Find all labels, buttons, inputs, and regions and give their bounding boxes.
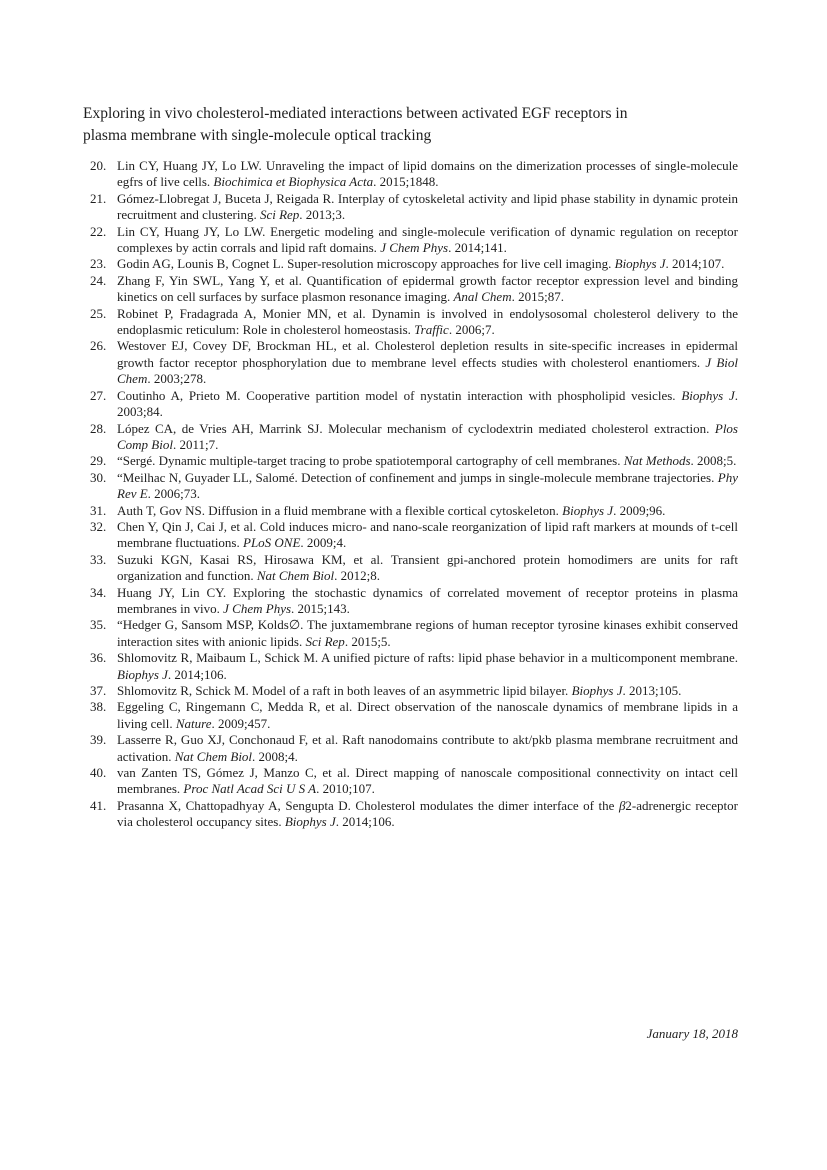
reference-journal: Plos Comp Biol [117,420,738,452]
reference-citation-text: . 2009;4. [300,535,347,551]
reference-item [83,224,738,257]
reference-journal: J Chem Phys [380,240,449,256]
reference-text [117,306,738,339]
reference-citation-text: Shlomovitz R, Schick M. Model of a raft in both leaves of an asymmetric lipid bilayer. [117,683,572,698]
reference-number: 23. [90,256,107,272]
reference-citation-text: Westover EJ, Covey DF, Brockman HL, et al. Cholesterol depletion results in site-specific increases in epidermal growth factor receptor phosphorylation due to membrane level effects studies with cholesterol enantiomers. [117,338,738,370]
reference-text [117,191,738,224]
reference-item [83,699,738,732]
reference-text [117,585,738,618]
reference-journal: Nat Chem Biol [174,748,253,764]
reference-citation-text: . 2003;84. [117,387,738,420]
reference-text [117,699,738,732]
reference-journal: Biophys J [614,256,666,272]
reference-number: 41. [90,797,107,813]
reference-number: 22. [90,223,107,239]
reference-citation-text: “Hedger G, Sansom MSP, Kolds∅. The juxtamembrane regions of human receptor tyrosine kinases exhibit conserved interaction sites with anionic lipids. [117,617,738,649]
reference-text [117,798,738,831]
reference-text [117,224,738,257]
reference-item [83,388,738,421]
reference-item [83,273,738,306]
reference-item [83,191,738,224]
reference-item [83,421,738,454]
reference-item [83,338,738,387]
reference-item [83,617,738,650]
reference-journal: Nat Chem Biol [256,568,335,584]
reference-item [83,503,738,519]
reference-number: 36. [90,650,107,666]
reference-number: 29. [90,453,107,469]
reference-journal: Biophys J [562,502,614,518]
reference-item [83,519,738,552]
reference-citation-text: . 2015;5. [344,633,391,649]
reference-citation-text: van Zanten TS, Gómez J, Manzo C, et al. Direct mapping of nanoscale compositional connectivity on intact cell membranes. [117,765,738,797]
reference-journal: Biophys J [681,387,735,403]
reference-number: 30. [90,469,107,485]
reference-number: 20. [90,158,107,173]
reference-journal: Biophys J [571,683,623,698]
reference-number: 25. [90,305,107,321]
reference-citation-text: Gómez-Llobregat J, Buceta J, Reigada R. Interplay of cytoskeletal activity and lipid phase stability in dynamic protein recruitment and clustering. [117,190,738,223]
reference-citation-text: . 2014;106. [335,814,395,830]
reference-item [83,798,738,831]
reference-citation-text: . 2010;107. [316,781,375,797]
reference-citation-text: “Meilhac N, Guyader LL, Salomé. Detection of confinement and jumps in single-molecule membrane trajectories. [117,469,718,485]
reference-citation-text: “Sergé. Dynamic multiple-target tracing to probe spatiotemporal cartography of cell membranes. [117,453,624,469]
reference-citation-text: Auth T, Gov NS. Diffusion in a fluid membrane with a flexible cortical cytoskeleton. [117,502,563,518]
reference-citation-text: . 2003;278. [147,371,207,387]
reference-citation-text: . 2011;7. [172,436,219,452]
reference-citation-text: . 2015;143. [291,600,350,616]
reference-text [117,158,738,191]
reference-item [83,650,738,683]
reference-number: 37. [90,683,107,698]
reference-journal: Biophys J [284,814,336,830]
reference-journal: Traffic [414,322,449,338]
reference-journal: Sci Rep [305,633,345,649]
reference-citation-text: . 2008;4. [252,748,298,764]
reference-citation-text: . 2014;141. [448,240,507,256]
reference-citation-text: Lin CY, Huang JY, Lo LW. Unraveling the impact of lipid domains on the dimerization processes of single-molecule egfrs of live cells. [117,158,738,190]
reference-journal: Nat Methods [623,453,691,469]
reference-citation-text: Prasanna X, Chattopadhyay A, Sengupta D. Cholesterol modulates the dimer interface of the [117,797,619,813]
reference-journal: Proc Natl Acad Sci U S A [183,781,317,797]
reference-text [117,273,738,306]
reference-text [117,338,738,387]
reference-number: 26. [90,338,107,354]
reference-item [83,732,738,765]
reference-text [117,256,738,272]
reference-number: 35. [90,617,107,633]
reference-number: 31. [90,502,107,518]
paper-title-line-1: Exploring in vivo cholesterol-mediated interactions between activated EGF receptors in [83,105,628,123]
reference-journal: Anal Chem [453,289,512,305]
reference-citation-text: Robinet P, Fradagrada A, Monier MN, et al. Dynamin is involved in endolysosomal cholesterol delivery to the endoplasmic reticulum: Role in cholesterol homeostasis. [117,305,738,338]
reference-number: 34. [90,584,107,600]
reference-text [117,765,738,798]
reference-citation-text: . 2013;105. [622,683,682,698]
reference-citation-text: Shlomovitz R, Maibaum L, Schick M. A unified picture of rafts: lipid phase behavior in a multicomponent membrane. [117,650,738,666]
reference-citation-text: Suzuki KGN, Kasai RS, Hirosawa KM, et al. Transient gpi-anchored protein homodimers are units for raft organization and function. [117,551,738,584]
reference-text [117,650,738,683]
reference-journal: PLoS ONE [243,535,301,551]
reference-citation-text: Godin AG, Lounis B, Cognet L. Super-resolution microscopy approaches for live cell imaging. [117,256,615,272]
reference-journal: Biochimica et Biophysica Acta [213,174,374,190]
reference-citation-text: . 2015;87. [511,289,564,305]
reference-text [117,732,738,765]
reference-citation-text: Eggeling C, Ringemann C, Medda R, et al. Direct observation of the nanoscale dynamics of membrane lipids in a living cell. [117,699,738,731]
reference-text [117,470,738,503]
reference-citation-text: Lin CY, Huang JY, Lo LW. Energetic modeling and single-molecule verification of dynamic regulation on receptor complexes by actin corrals and lipid raft domains. [117,223,738,256]
reference-text [117,617,738,650]
reference-list [83,158,738,831]
reference-journal: J Chem Phys [223,600,292,616]
reference-citation-text: . 2009;96. [613,502,666,518]
reference-number: 40. [90,765,107,781]
reference-citation-text: . 2009;457. [211,715,271,731]
reference-item [83,585,738,618]
reference-number: 28. [90,420,107,436]
reference-citation-text: Lasserre R, Guo XJ, Conchonaud F, et al. Raft nanodomains contribute to akt/pkb plasma membrane recruitment and activation. [117,732,738,764]
reference-citation-text: . 2015;1848. [373,174,439,190]
reference-number: 33. [90,551,107,567]
reference-citation-text: . 2006;73. [147,486,201,502]
reference-number: 27. [90,387,107,403]
reference-citation-text: Chen Y, Qin J, Cai J, et al. Cold induces micro- and nano-scale reorganization of lipid raft markers at mounds of t-cell membrane fluctuations. [117,518,738,551]
reference-citation-text: López CA, de Vries AH, Marrink SJ. Molecular mechanism of cyclodextrin mediated cholesterol extraction. [117,420,715,436]
reference-item [83,765,738,798]
reference-journal: Biophys J [117,666,168,682]
reference-citation-text: . 2012;8. [334,568,380,584]
reference-journal: J Biol Chem [117,354,739,387]
reference-item [83,552,738,585]
reference-journal: Sci Rep [259,207,300,223]
reference-citation-text: 2-adrenergic receptor via cholesterol occupancy sites. [117,797,738,830]
reference-text [117,503,738,519]
reference-text [117,388,738,421]
reference-item [83,158,738,191]
reference-number: 24. [90,272,107,288]
reference-citation-text: . 2008;5. [690,453,737,469]
reference-item [83,453,738,469]
footer-date: January 18, 2018 [646,1026,738,1041]
reference-text [117,552,738,585]
reference-journal: Nature [175,715,212,731]
paper-title-line-2: plasma membrane with single-molecule optical tracking [83,127,432,145]
reference-text [117,421,738,454]
reference-item [83,306,738,339]
reference-citation-text: Huang JY, Lin CY. Exploring the stochastic dynamics of correlated movement of receptor proteins in plasma membranes in vivo. [117,584,738,616]
reference-number: 32. [90,518,107,534]
reference-number: 38. [90,699,107,715]
reference-journal: β [618,797,626,813]
paper-title [83,103,783,147]
reference-citation-text: Zhang F, Yin SWL, Yang Y, et al. Quantification of epidermal growth factor receptor expression level and binding kinetics on cell surfaces by surface plasmon resonance imaging. [117,272,738,305]
reference-item [83,470,738,503]
reference-number: 21. [90,190,107,206]
reference-citation-text: . 2013;3. [299,207,346,223]
reference-citation-text: Coutinho A, Prieto M. Cooperative partition model of nystatin interaction with phospholipid vesicles. [117,387,682,403]
reference-citation-text: . 2014;106. [167,666,227,682]
reference-item [83,683,738,699]
reference-number: 39. [90,732,107,748]
reference-text [117,453,738,469]
reference-text [117,519,738,552]
reference-text [117,683,738,699]
reference-item [83,256,738,272]
reference-citation-text: . 2014;107. [665,256,725,272]
reference-journal: Phy Rev E [117,469,738,502]
reference-citation-text: . 2006;7. [448,322,495,338]
